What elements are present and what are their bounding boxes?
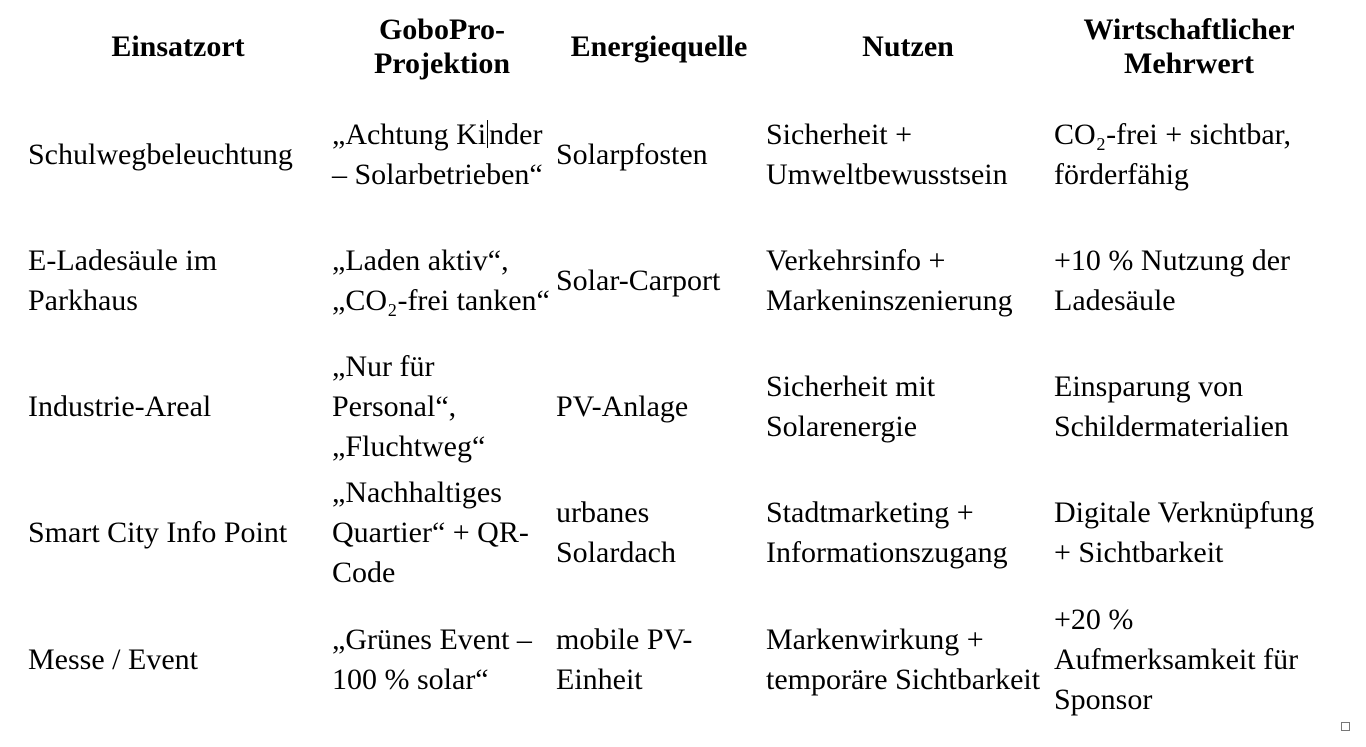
cell-einsatzort[interactable]: Smart City Info Point xyxy=(28,516,288,550)
header-mehrwert[interactable]: Wirtschaftlicher Mehrwert xyxy=(1083,13,1295,80)
cell-einsatzort[interactable]: Schulwegbeleuchtung xyxy=(28,138,293,172)
data-table xyxy=(26,2,1326,724)
cell-projektion[interactable]: „Nachhaltiges Quartier“ + QR-Code xyxy=(332,476,529,589)
cell-nutzen[interactable]: Verkehrsinfo + Markeninszenierung xyxy=(766,244,1013,317)
cell-einsatzort[interactable]: Messe / Event xyxy=(28,643,198,677)
table-row xyxy=(26,92,1326,218)
cell-projektion[interactable]: „Laden aktiv“, „CO₂-frei tanken“ xyxy=(332,244,550,317)
header-einsatzort[interactable]: Einsatzort xyxy=(111,30,245,64)
cell-energiequelle[interactable]: Solar-Carport xyxy=(556,264,721,298)
cell-einsatzort[interactable]: Industrie-Areal xyxy=(28,390,212,424)
cell-energiequelle[interactable]: Solarpfosten xyxy=(556,138,708,172)
projektion-text-before-cursor: „Achtung Ki xyxy=(332,118,487,152)
header-nutzen[interactable]: Nutzen xyxy=(862,30,954,64)
cell-nutzen[interactable]: Sicherheit mit Solarenergie xyxy=(766,370,936,443)
table-row xyxy=(26,218,1326,344)
cell-mehrwert[interactable]: +20 % Aufmerksamkeit für Sponsor xyxy=(1054,603,1299,716)
cell-mehrwert[interactable]: Digitale Verknüpfung + Sichtbarkeit xyxy=(1054,496,1315,569)
table-row xyxy=(26,470,1326,596)
cell-mehrwert[interactable]: CO₂-frei + sichtbar, förderfähig xyxy=(1054,118,1291,191)
cell-nutzen[interactable]: Markenwirkung + temporäre Sichtbarkeit xyxy=(766,623,1041,696)
cell-projektion[interactable]: „Grünes Event – 100 % solar“ xyxy=(332,623,532,696)
cell-einsatzort[interactable]: E-Ladesäule im Parkhaus xyxy=(28,244,218,317)
cell-mehrwert[interactable]: Einsparung von Schildermaterialien xyxy=(1054,370,1289,443)
header-projektion[interactable]: GoboPro-Projektion xyxy=(373,13,511,80)
cell-projektion[interactable] xyxy=(330,92,554,218)
table-row xyxy=(26,344,1326,470)
cell-energiequelle[interactable]: PV-Anlage xyxy=(556,390,689,424)
cell-energiequelle[interactable]: mobile PV-Einheit xyxy=(556,623,693,696)
cell-nutzen[interactable]: Sicherheit + Umweltbewusstsein xyxy=(766,118,1008,191)
cell-nutzen[interactable]: Stadtmarketing + Informationszugang xyxy=(766,496,1008,569)
header-energiequelle[interactable]: Energiequelle xyxy=(570,30,748,64)
cell-projektion[interactable]: „Nur für Personal“, „Fluchtweg“ xyxy=(332,350,486,463)
table-resize-handle[interactable] xyxy=(1341,722,1350,731)
table-row xyxy=(26,596,1326,724)
table-header-row xyxy=(26,2,1326,92)
projektion-text-after-cursor: nder – Solarbetrieben“ xyxy=(332,118,543,191)
cell-mehrwert[interactable]: +10 % Nutzung der Ladesäule xyxy=(1054,244,1291,317)
cell-energiequelle[interactable]: urbanes Solardach xyxy=(556,496,676,569)
text-cursor xyxy=(487,120,488,148)
